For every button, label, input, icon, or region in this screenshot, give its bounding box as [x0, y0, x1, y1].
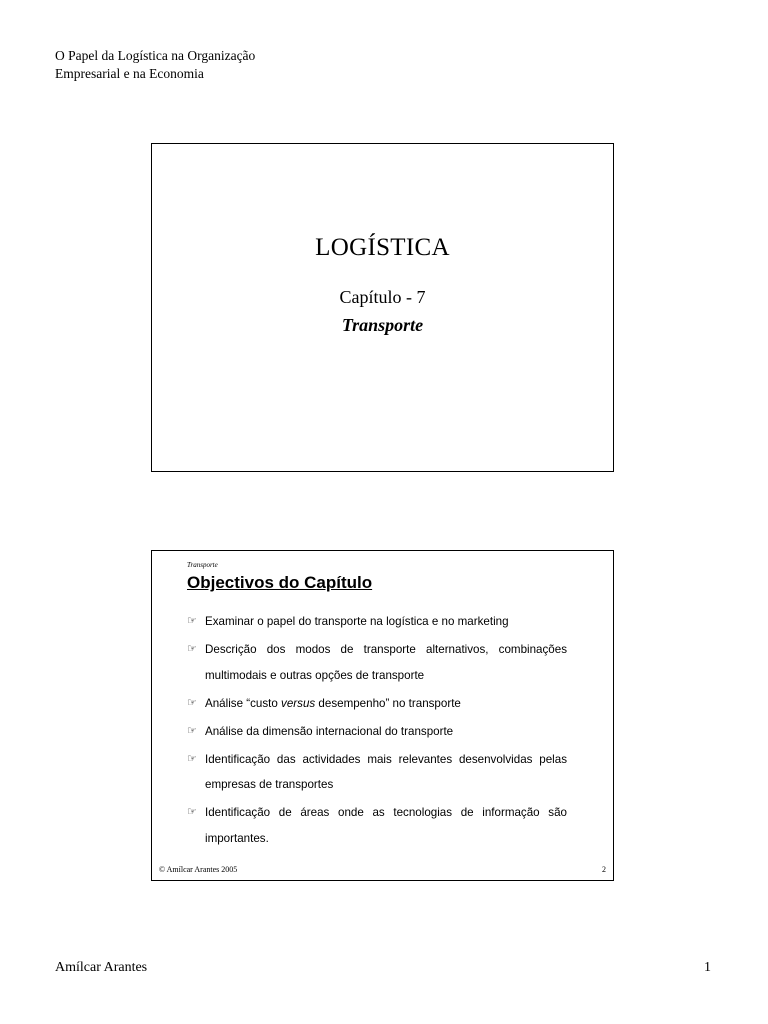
objective-text-pre: Análise “custo	[205, 696, 282, 710]
objective-text-emphasis: versus	[281, 696, 316, 710]
chapter-topic: Transporte	[341, 315, 424, 335]
objective-text: Análise da dimensão internacional do transporte	[205, 724, 454, 738]
objectives-list	[187, 609, 567, 854]
objective-text: Examinar o papel do transporte na logística e no marketing	[205, 615, 509, 628]
pointing-hand-icon: ☞	[187, 696, 197, 709]
objective-item	[187, 691, 567, 717]
slide-title	[151, 143, 614, 472]
page-footer-author: Amílcar Arantes	[55, 960, 148, 975]
pointing-hand-icon: ☞	[187, 724, 197, 737]
objective-text: Descrição dos modos de transporte alternativos, combinações multimodais e outras opções de transporte	[205, 643, 567, 682]
pointing-hand-icon: ☞	[187, 806, 197, 818]
slide-number: 2	[602, 865, 606, 874]
slide-objectives-title: Objectivos do Capítulo	[187, 573, 373, 592]
page-header	[55, 47, 255, 83]
objective-item	[187, 719, 567, 745]
objective-item	[187, 637, 567, 688]
page-number: 1	[704, 960, 711, 975]
objective-item	[187, 609, 567, 635]
objective-text-post: desempenho” no transporte	[315, 696, 461, 710]
slide-objectives	[151, 550, 614, 881]
objective-item	[187, 747, 567, 798]
header-line-2: Empresarial e na Economia	[55, 66, 204, 81]
objective-text: Identificação das actividades mais relevantes desenvolvidas pelas empresas de transportes	[205, 752, 567, 791]
pointing-hand-icon: ☞	[187, 643, 197, 655]
objective-text: Identificação de áreas onde as tecnologias de informação são importantes.	[205, 806, 567, 845]
slide-kicker: Transporte	[187, 561, 218, 569]
pointing-hand-icon: ☞	[187, 615, 197, 627]
chapter-label: Capítulo - 7	[339, 287, 426, 307]
header-line-1: O Papel da Logística na Organização	[55, 48, 256, 63]
slide-copyright: © Amílcar Arantes 2005	[159, 865, 238, 874]
objective-item	[187, 800, 567, 851]
slide-title-heading: LOGÍSTICA	[315, 234, 450, 261]
pointing-hand-icon: ☞	[187, 752, 197, 765]
